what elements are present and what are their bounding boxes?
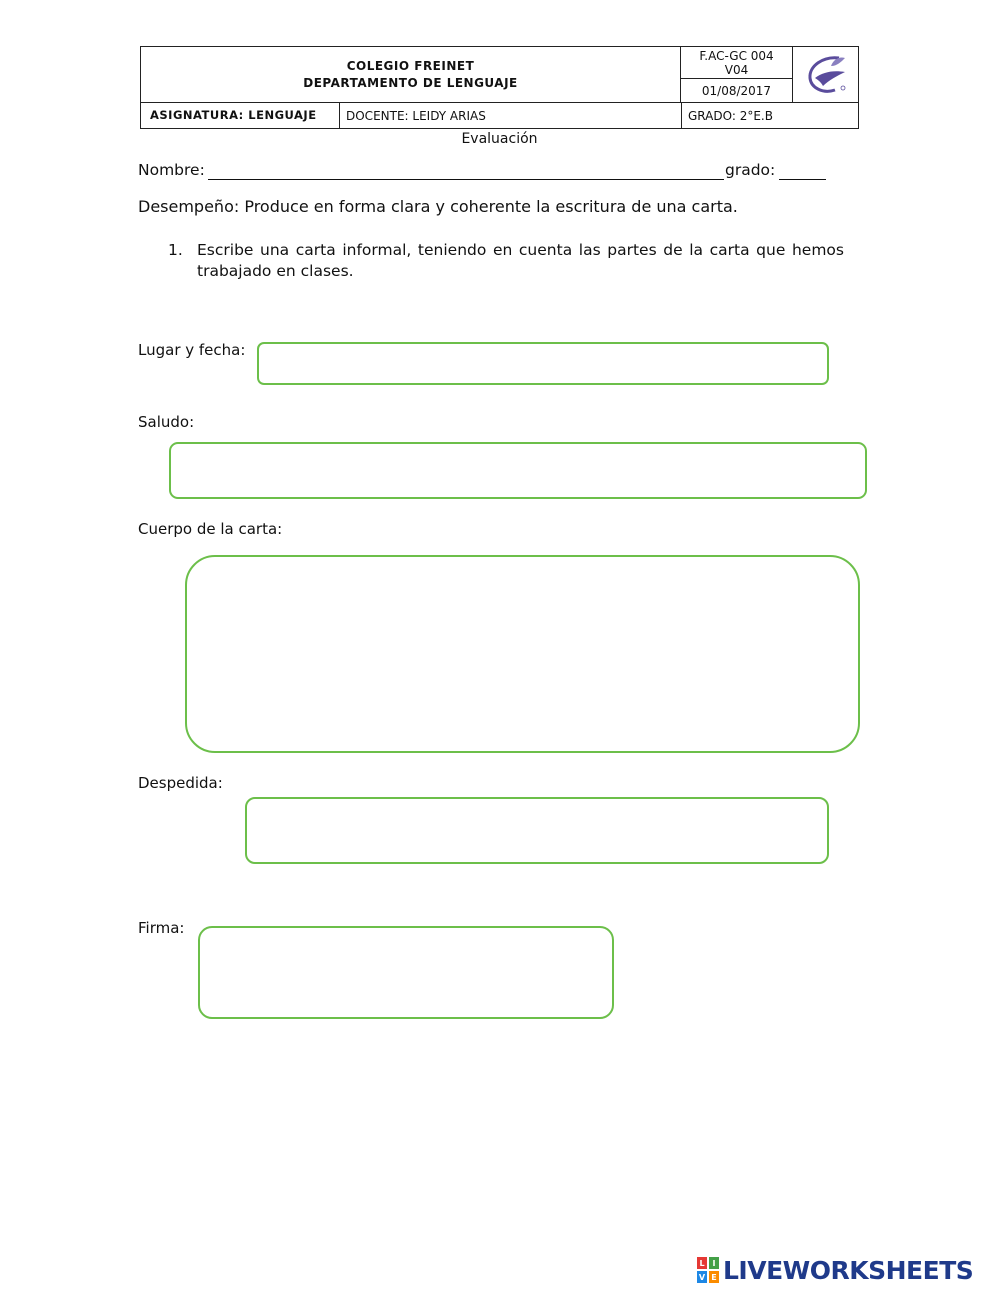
school-logo-icon: [801, 52, 851, 98]
teacher-cell: [339, 102, 682, 129]
department-name: DEPARTAMENTO DE LENGUAJE: [303, 75, 518, 90]
name-underline: [208, 179, 724, 180]
logo-block-e: E: [709, 1271, 719, 1283]
name-label: Nombre:: [138, 161, 205, 179]
performance-statement: Desempeño: Produce en forma clara y coherente la escritura de una carta.: [138, 197, 738, 216]
signature-box[interactable]: [198, 926, 614, 1019]
evaluation-title: Evaluación: [461, 131, 538, 147]
body-input[interactable]: [187, 557, 858, 751]
body-box[interactable]: [185, 555, 860, 753]
header-table: [140, 46, 859, 129]
subject-label: ASIGNATURA: LENGUAJE: [150, 108, 317, 122]
grade-label: GRADO: 2°E.B: [688, 108, 773, 123]
grade-cell: [681, 102, 859, 129]
form-code: F.AC-GC 004: [699, 48, 774, 63]
logo-block-i: I: [709, 1257, 719, 1269]
instruction-line-2: trabajado en clases.: [197, 262, 354, 280]
signature-input[interactable]: [200, 928, 612, 1017]
greeting-box[interactable]: [169, 442, 867, 499]
teacher-label: DOCENTE: LEIDY ARIAS: [346, 108, 486, 123]
farewell-label: Despedida:: [138, 774, 223, 792]
grade-underline: [779, 179, 826, 180]
school-title-cell: [140, 46, 681, 103]
place-date-box[interactable]: [257, 342, 829, 385]
liveworksheets-blocks-icon: [697, 1257, 719, 1283]
grade-field-label: grado:: [725, 161, 776, 179]
form-version: V04: [724, 62, 749, 77]
code-cell: [680, 46, 793, 79]
date-cell: [680, 78, 793, 103]
greeting-input[interactable]: [171, 444, 865, 497]
instruction-line-1: Escribe una carta informal, teniendo en cuenta las partes de la carta que hemos: [197, 241, 844, 259]
subject-cell: [140, 102, 340, 129]
logo-block-l: L: [697, 1257, 707, 1269]
body-label: Cuerpo de la carta:: [138, 520, 283, 538]
place-date-input[interactable]: [259, 344, 827, 383]
farewell-input[interactable]: [247, 799, 827, 862]
liveworksheets-logo: [697, 1256, 973, 1284]
liveworksheets-wordmark: LIVEWORKSHEETS: [723, 1255, 974, 1285]
form-date: 01/08/2017: [701, 83, 772, 98]
greeting-label: Saludo:: [138, 413, 195, 431]
school-name: COLEGIO FREINET: [346, 58, 475, 73]
logo-cell: [792, 46, 859, 103]
instruction-number: 1.: [168, 241, 183, 259]
farewell-box[interactable]: [245, 797, 829, 864]
place-date-label: Lugar y fecha:: [138, 341, 246, 359]
logo-block-v: V: [698, 1272, 706, 1282]
signature-label: Firma:: [138, 919, 185, 937]
